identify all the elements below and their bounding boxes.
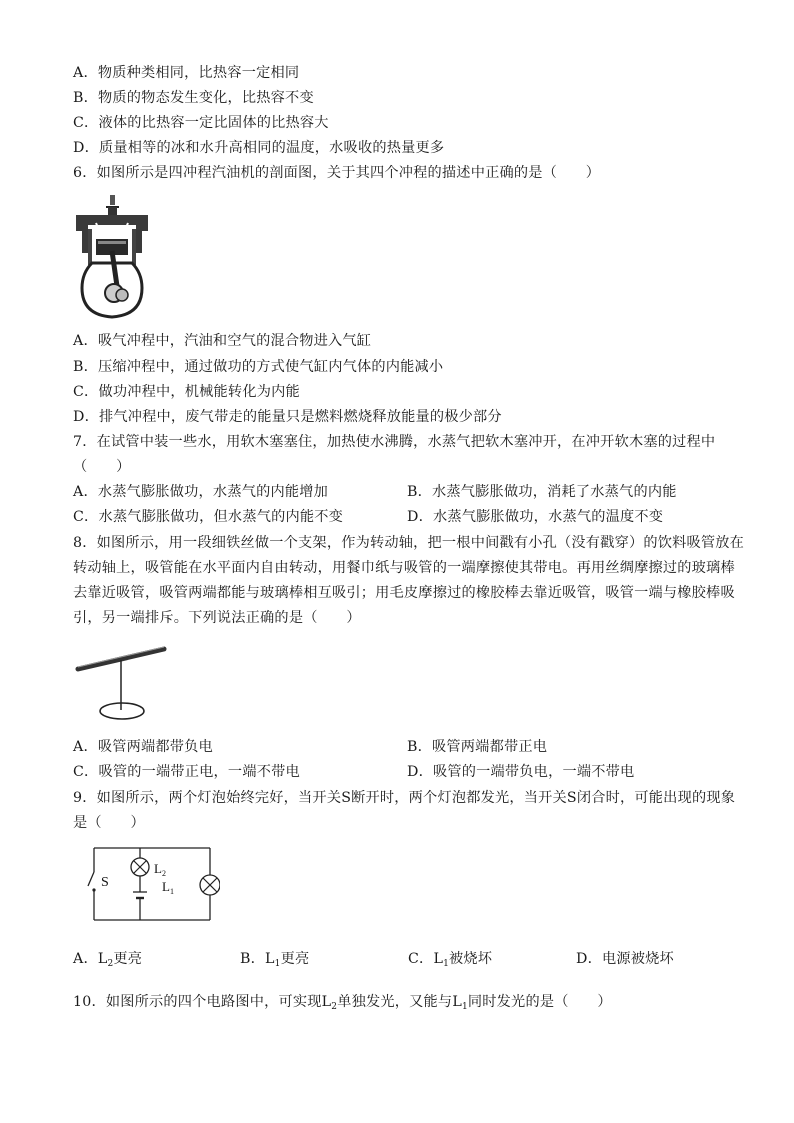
switch-label: S — [101, 875, 109, 890]
lamp2-label-sub: 2 — [162, 869, 166, 878]
q6-option-b: B．压缩冲程中，通过做功的方式使气缸内气体的内能减小 — [73, 359, 444, 375]
q8-stem-line1: 8．如图所示，用一段细铁丝做一个支架，作为转动轴，把一根中间戳有小孔（没有戳穿）的饮料吸管放在 — [73, 535, 745, 551]
q9-option-d: D．电源被烧坏 — [576, 951, 674, 967]
q5-option-b: B．物质的物态发生变化，比热容不变 — [73, 90, 314, 106]
q5-option-c: C．液体的比热容一定比固体的比热容大 — [73, 115, 329, 131]
q8-stem-line4: 引，另一端排斥。下列说法正确的是（ ） — [73, 610, 361, 626]
q10-stem: 10．如图所示的四个电路图中，可实现$L_2$单独发光，又能与$L_1$同时发光的是（ ） — [73, 994, 612, 1012]
q5-option-d: D．质量相等的冰和水升高相同的温度，水吸收的热量更多 — [73, 140, 445, 156]
q8-option-b: B．吸管两端都带正电 — [407, 739, 548, 755]
straw-on-pivot-figure — [72, 640, 172, 725]
q7-stem-line1: 7．在试管中装一些水，用软木塞塞住，加热使水沸腾，水蒸气把软木塞冲开，在冲开软木塞的过程中 — [73, 434, 716, 450]
q9-circuit-diagram — [80, 840, 220, 925]
lamp1-label: L — [162, 879, 170, 894]
q9-stem-line2: 是（ ） — [73, 815, 145, 831]
lamp2-label: L — [154, 861, 162, 876]
engine-cross-section-figure — [72, 193, 152, 323]
q7-option-a: A．水蒸气膨胀做功，水蒸气的内能增加 — [73, 484, 329, 500]
q9-option-c: C．$L_1$被烧坏 — [408, 951, 493, 969]
q6-option-a: A．吸气冲程中，汽油和空气的混合物进入气缸 — [73, 333, 372, 349]
q6-stem: 6．如图所示是四冲程汽油机的剖面图，关于其四个冲程的描述中正确的是（ ） — [73, 165, 601, 181]
q8-option-a: A．吸管两端都带负电 — [73, 739, 213, 755]
q9-option-b: B．$L_1$更亮 — [240, 951, 310, 969]
q8-stem-line3: 去靠近吸管，吸管两端都能与玻璃棒相互吸引；用毛皮摩擦过的橡胶棒去靠近吸管，吸管一端与橡胶棒吸 — [73, 585, 735, 601]
q7-option-b: B．水蒸气膨胀做功，消耗了水蒸气的内能 — [407, 484, 677, 500]
q8-option-c: C．吸管的一端带正电，一端不带电 — [73, 764, 300, 780]
q8-stem-line2: 转动轴上，吸管能在水平面内自由转动，用餐巾纸与吸管的一端摩擦使其带电。再用丝绸摩擦过的玻璃棒 — [73, 560, 735, 576]
lamp1-label-sub: 1 — [170, 887, 174, 896]
q6-option-c: C．做功冲程中，机械能转化为内能 — [73, 384, 300, 400]
q8-option-d: D．吸管的一端带负电，一端不带电 — [407, 764, 635, 780]
q7-option-c: C．水蒸气膨胀做功，但水蒸气的内能不变 — [73, 509, 344, 525]
q5-option-a: A．物质种类相同，比热容一定相同 — [73, 65, 300, 81]
q9-option-a: A．$L_2$更亮 — [73, 951, 143, 969]
q7-option-d: D．水蒸气膨胀做功，水蒸气的温度不变 — [407, 509, 664, 525]
q9-stem-line1: 9．如图所示，两个灯泡始终完好，当开关S断开时，两个灯泡都发光，当开关S闭合时，可能出现的现象 — [73, 790, 736, 806]
q6-option-d: D．排气冲程中，废气带走的能量只是燃料燃烧释放能量的极少部分 — [73, 409, 502, 425]
q7-stem-line2: （ ） — [73, 459, 131, 475]
